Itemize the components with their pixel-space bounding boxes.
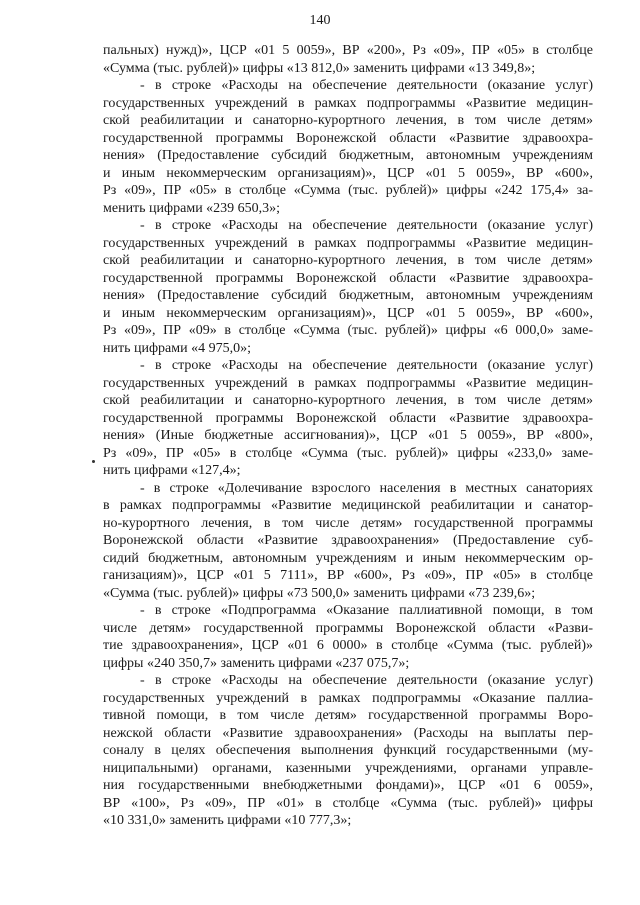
text-line: ской реабилитации и санаторно-курортного лечения, в том числе детям»: [103, 393, 593, 408]
paragraph: [103, 217, 593, 357]
text-line: и иным некоммерческим организациям)», ЦСР «01 5 0059», ВР «600»,: [103, 305, 593, 321]
text-line: ской реабилитации и санаторно-курортного лечения, в том числе детям»: [103, 113, 593, 128]
text-line: - в строке «Расходы на обеспечение деятельности (оказание услуг): [140, 78, 593, 93]
text-line: ниципальными) органами, казенными учреждениями, органами управле-: [103, 760, 593, 776]
text-line: сидий бюджетным, автономным учреждениям и иным некоммерческим ор-: [103, 550, 593, 566]
text-line: тивной помощи, в том числе детям» государственной программы Воро-: [103, 708, 593, 723]
text-line: государственной программы Воронежской области «Развитие здравоохра-: [103, 270, 593, 286]
text-line: нить цифрами «127,4»;: [103, 463, 241, 478]
text-line: - в строке «Расходы на обеспечение деятельности (оказание услуг): [140, 673, 593, 688]
paragraph: [103, 42, 593, 77]
text-line: «Сумма (тыс. рублей)» цифры «13 812,0» заменить цифрами «13 349,8»;: [103, 60, 536, 76]
text-line: - в строке «Долечивание взрослого населения в местных санаториях: [140, 480, 593, 496]
text-line: государственных учреждений в рамках подпрограммы «Развитие медицин-: [103, 235, 593, 251]
text-line: «Сумма (тыс. рублей)» цифры «73 500,0» заменить цифрами «73 239,6»;: [103, 585, 536, 601]
text-line: государственной программы Воронежской области «Развитие здравоохра-: [103, 410, 593, 426]
text-line: нить цифрами «4 975,0»;: [103, 340, 251, 356]
text-line: государственных учреждений в рамках подпрограммы «Развитие медицин-: [103, 95, 593, 111]
text-line: нения» (Иные бюджетные ассигнования)», ЦСР «01 5 0059», ВР «800»,: [103, 428, 593, 443]
paragraph: [103, 77, 593, 217]
text-line: ганизациям)», ЦСР «01 5 7111», ВР «600», Рз «09», ПР «05» в столбце: [103, 568, 593, 583]
paragraph: [103, 357, 593, 480]
text-line: - в строке «Подпрограмма «Оказание паллиативной помощи, в том: [140, 603, 593, 618]
text-line: пальных) нужд)», ЦСР «01 5 0059», ВР «200», Рз «09», ПР «05» в столбце: [103, 43, 593, 58]
document-body: [103, 42, 593, 830]
text-line: Рз «09», ПР «05» в столбце «Сумма (тыс. рублей)» цифры «233,0» заме-: [103, 445, 593, 461]
paragraph: [103, 672, 593, 830]
text-line: нежской области «Развитие здравоохранения» (Расходы на выплаты пер-: [103, 725, 593, 741]
page-number: 140: [309, 13, 331, 28]
paragraph: [103, 480, 593, 603]
paragraph: [103, 602, 593, 672]
text-line: - в строке «Расходы на обеспечение деятельности (оказание услуг): [140, 358, 593, 373]
text-line: - в строке «Расходы на обеспечение деятельности (оказание услуг): [140, 218, 593, 233]
text-line: числе детям» государственной программы Воронежской области «Разви-: [103, 620, 593, 636]
text-line: ской реабилитации и санаторно-курортного лечения, в том числе детям»: [103, 253, 593, 268]
margin-dot: [92, 460, 95, 463]
text-line: «10 331,0» заменить цифрами «10 777,3»;: [103, 813, 352, 828]
text-line: государственной программы Воронежской области «Развитие здравоохра-: [103, 130, 593, 146]
text-line: ния государственными внебюджетными фондами)», ЦСР «01 6 0059»,: [103, 778, 593, 793]
text-line: Воронежской области «Развитие здравоохранения» (Предоставление суб-: [103, 533, 593, 548]
text-line: и иным некоммерческим организациям)», ЦСР «01 5 0059», ВР «600»,: [103, 165, 593, 181]
text-line: Рз «09», ПР «09» в столбце «Сумма (тыс. рублей)» цифры «6 000,0» заме-: [103, 323, 593, 338]
text-line: соналу в целях обеспечения выполнения функций государственными (му-: [103, 743, 593, 758]
text-line: менить цифрами «239 650,3»;: [103, 200, 281, 216]
text-line: Рз «09», ПР «05» в столбце «Сумма (тыс. рублей)» цифры «242 175,4» за-: [103, 183, 593, 198]
text-line: тие здравоохранения», ЦСР «01 6 0000» в столбце «Сумма (тыс. рублей)»: [103, 638, 593, 653]
text-line: ВР «100», Рз «09», ПР «01» в столбце «Сумма (тыс. рублей)» цифры: [103, 795, 593, 811]
text-line: в рамках подпрограммы «Развитие медицинской реабилитации и санатор-: [103, 498, 593, 513]
text-line: но-курортного лечения, в том числе детям» государственной программы: [103, 515, 593, 531]
text-line: нения» (Предоставление субсидий бюджетным, автономным учреждениям: [103, 148, 593, 163]
text-line: государственных учреждений в рамках подпрограммы «Оказание паллиа-: [103, 690, 593, 706]
text-line: цифры «240 350,7» заменить цифрами «237 075,7»;: [103, 655, 410, 671]
text-line: государственных учреждений в рамках подпрограммы «Развитие медицин-: [103, 375, 593, 391]
text-line: нения» (Предоставление субсидий бюджетным, автономным учреждениям: [103, 288, 593, 303]
